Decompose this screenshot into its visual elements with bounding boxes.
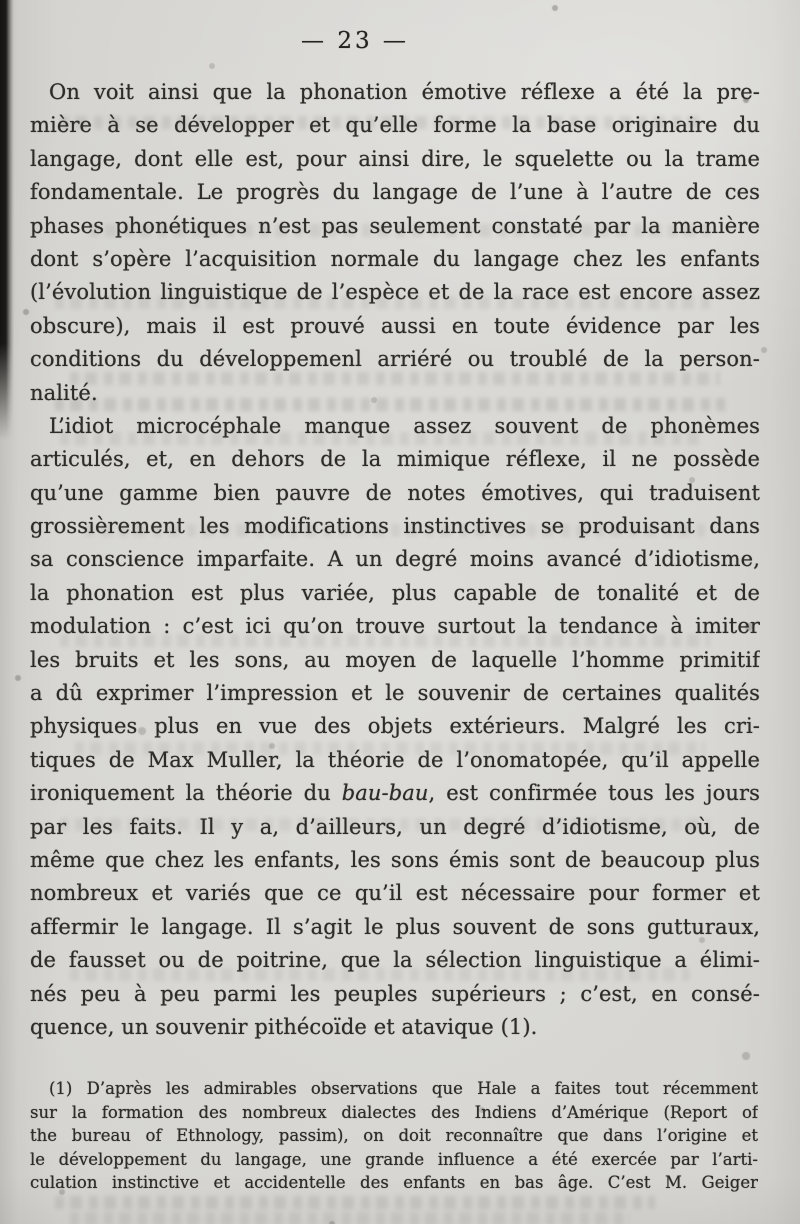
- text-line: même que chez les enfants, les sons émis sont de beaucoup plus: [30, 847, 760, 872]
- text-line: L’idiot microcéphale manque assez souvent de phonèmes: [49, 413, 760, 438]
- text-line: fondamentale. Le progrès du langage de l’une à l’autre de ces: [30, 180, 760, 205]
- footnote: [30, 1077, 758, 1195]
- text-line: le développement du langage, une grande influence a été exercée par l’arti-: [30, 1149, 758, 1169]
- text-line: articulés, et, en dehors de la mimique réflexe, il ne possède: [30, 447, 760, 472]
- text-line: obscure), mais il est prouvé aussi en toute évidence par les: [30, 313, 760, 338]
- text-line: qu’une gamme bien pauvre de notes émotives, qui traduisent: [30, 480, 760, 505]
- page-gutter-shadow: [0, 0, 14, 440]
- paragraph-1: [30, 76, 760, 410]
- text-line: par les faits. Il y a, d’ailleurs, un degré d’idiotisme, où, de: [30, 814, 760, 839]
- text-line: (1) D’après les admirables observations que Hale a faites tout récemment: [49, 1079, 758, 1098]
- text-line: mière à se développer et qu’elle forme la base originaire du: [30, 113, 760, 138]
- text-line: de fausset ou de poitrine, que la sélection linguistique a élimi-: [30, 948, 760, 973]
- text-line: les bruits et les sons, au moyen de laquelle l’homme primitif: [30, 647, 760, 672]
- text-line: conditions du développemenl arriéré ou troublé de la person-: [30, 347, 760, 372]
- text-line: phases phonétiques n’est pas seulement constaté par la manière: [30, 213, 760, 238]
- text-line: sur la formation des nombreux dialectes des Indiens d’Amérique (Report of: [30, 1102, 758, 1122]
- text-line: ironiquement la théorie du bau-bau, est confirmée tous les jours: [30, 781, 760, 806]
- text-line: physiques plus en vue des objets extérieurs. Malgré les cri-: [30, 714, 760, 739]
- text-line: nés peu à peu parmi les peuples supérieurs ; c’est, en consé-: [30, 981, 760, 1006]
- text-line: (l’évolution linguistique de l’espèce et de la race est encore assez: [30, 280, 760, 305]
- text-line: On voit ainsi que la phonation émotive réflexe a été la pre-: [49, 80, 760, 104]
- text-line: grossièrement les modifications instinctives se produisant dans: [30, 514, 760, 539]
- footnote-text: [30, 1077, 758, 1195]
- text-line: dont s’opère l’acquisition normale du langage chez les enfants: [30, 246, 760, 271]
- text-line: nalité.: [30, 380, 98, 405]
- text-line: quence, un souvenir pithécoïde et atavique (1).: [30, 1014, 538, 1039]
- page-number: — 23 —: [301, 28, 409, 54]
- text-line: langage, dont elle est, pour ainsi dire, le squelette ou la trame: [30, 146, 760, 171]
- text-line: sa conscience imparfaite. A un degré moins avancé d’idiotisme,: [30, 547, 760, 572]
- text-line: a dû exprimer l’impression et le souvenir de certaines qualités: [30, 681, 760, 706]
- body-text: [30, 76, 760, 1044]
- text-line: la phonation est plus variée, plus capable de tonalité et de: [30, 580, 760, 605]
- paragraph-2: [30, 410, 760, 1044]
- text-line: modulation : c’est ici qu’on trouve surtout la tendance à imiter: [30, 614, 760, 639]
- text-line: affermir le langage. Il s’agit le plus souvent de sons gutturaux,: [30, 914, 760, 939]
- text-line: culation instinctive et accidentelle des enfants en bas âge. C’est M. Geiger: [30, 1173, 758, 1193]
- text-line: the bureau of Ethnology, passim), on doit reconnaître que dans l’origine et: [30, 1126, 758, 1146]
- text-line: nombreux et variés que ce qu’il est nécessaire pour former et: [30, 881, 760, 906]
- text-line: tiques de Max Muller, la théorie de l’onomatopée, qu’il appelle: [30, 747, 760, 772]
